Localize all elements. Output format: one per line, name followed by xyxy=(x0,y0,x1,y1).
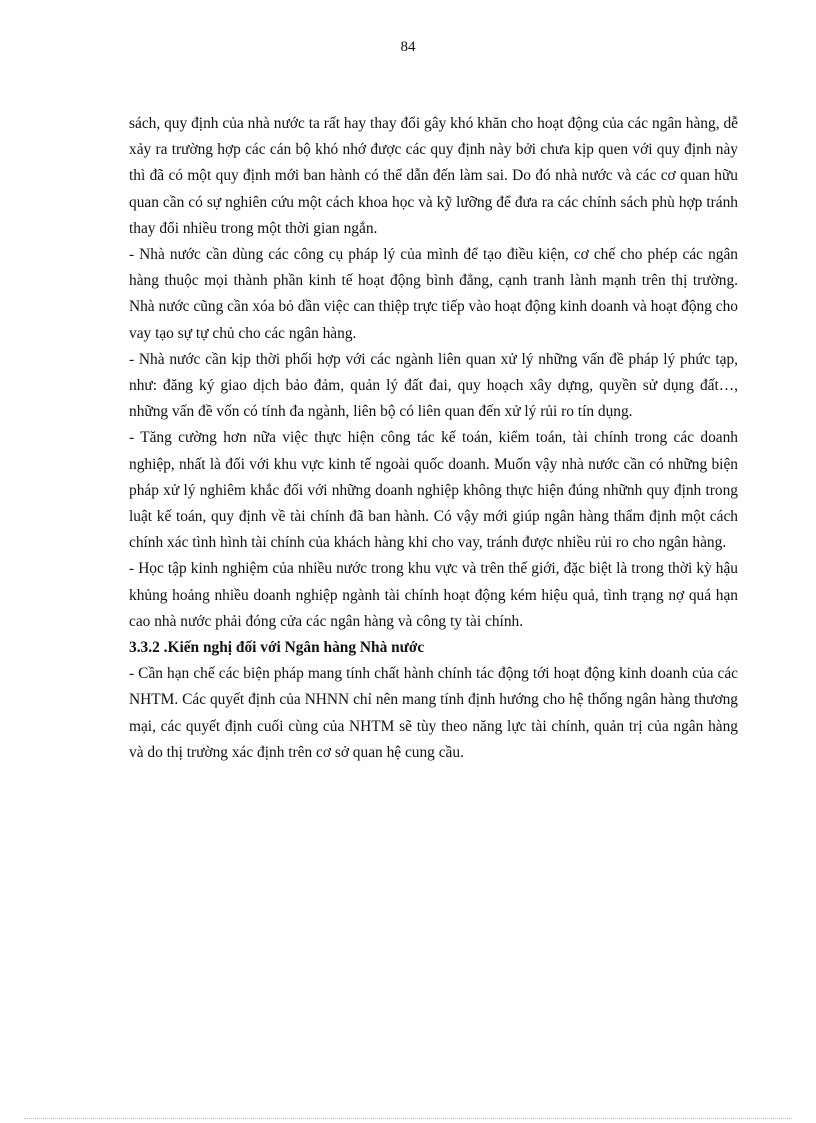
page-body xyxy=(129,111,738,766)
page-number: 84 xyxy=(400,39,416,55)
footer-dotted-rule xyxy=(24,1118,792,1119)
paragraph-international-experience: - Học tập kinh nghiệm của nhiều nước trong khu vực và trên thế giới, đặc biệt là trong thời kỳ hậu khủng hoảng nhiều doanh nghiệp ngành tài chính hoạt động kém hiệu quả, tình trạng nợ quá hạn cao nhà nước phải đóng cửa các ngân hàng và công ty tài chính. xyxy=(129,560,738,630)
paragraph-limit-administrative-measures: - Cần hạn chế các biện pháp mang tính chất hành chính tác động tới hoạt động kinh doanh của các NHTM. Các quyết định của NHNN chỉ nên mang tính định hướng cho hệ thống ngân hàng thương mại, các quyết định cuối cùng của NHTM sẽ tùy theo năng lực tài chính, quản trị của ngân hàng và do thị trường xác định trên cơ sở quan hệ cung cầu. xyxy=(129,665,738,761)
section-heading-3-3-2: 3.3.2 .Kiến nghị đối với Ngân hàng Nhà nước xyxy=(129,639,425,657)
paragraph-legal-tools: - Nhà nước cần dùng các công cụ pháp lý của mình để tạo điều kiện, cơ chế cho phép các ngân hàng thuộc mọi thành phần kinh tế hoạt động bình đẳng, cạnh tranh lành mạnh trên thị trường. Nhà nước cũng cần xóa bỏ dần việc can thiệp trực tiếp vào hoạt động kinh doanh và hoạt động cho vay tạo sự tự chủ cho các ngân hàng. xyxy=(129,246,738,342)
paragraph-accounting-audit: - Tăng cường hơn nữa việc thực hiện công tác kế toán, kiểm toán, tài chính trong các doanh nghiệp, nhất là đối với khu vực kinh tế ngoài quốc doanh. Muốn vậy nhà nước cần có những biện pháp xử lý nghiêm khắc đối với những doanh nghiệp không thực hiện đúng nhữnh quy định trong luật kế toán, quy định về tài chính đã ban hành. Có vậy mới giúp ngân hàng thẩm định một cách chính xác tình hình tài chính của khách hàng khi cho vay, tránh được nhiều rủi ro cho ngân hàng. xyxy=(129,429,738,552)
paragraph-policy-changes: sách, quy định của nhà nước ta rất hay thay đổi gây khó khăn cho hoạt động của các ngân hàng, dễ xảy ra trường hợp các cán bộ khó nhớ được các quy định này bởi chưa kịp quen với quy định này thì đã có một quy định mới ban hành có thể dẫn đến làm sai. Do đó nhà nước và các cơ quan hữu quan cần có sự nghiên cứu một cách khoa học và kỹ lưỡng để đưa ra các chính sách phù hợp tránh thay đổi nhiều trong một thời gian ngắn. xyxy=(129,115,738,237)
paragraph-legal-coordination: - Nhà nước cần kịp thời phối hợp với các ngành liên quan xử lý những vấn đề pháp lý phức tạp, như: đăng ký giao dịch bảo đảm, quản lý đất đai, quy hoạch xây dựng, quyền sử dụng đất…, những vấn đề vốn có tính đa ngành, liên bộ có liên quan đến xử lý rủi ro tín dụng. xyxy=(129,350,738,421)
